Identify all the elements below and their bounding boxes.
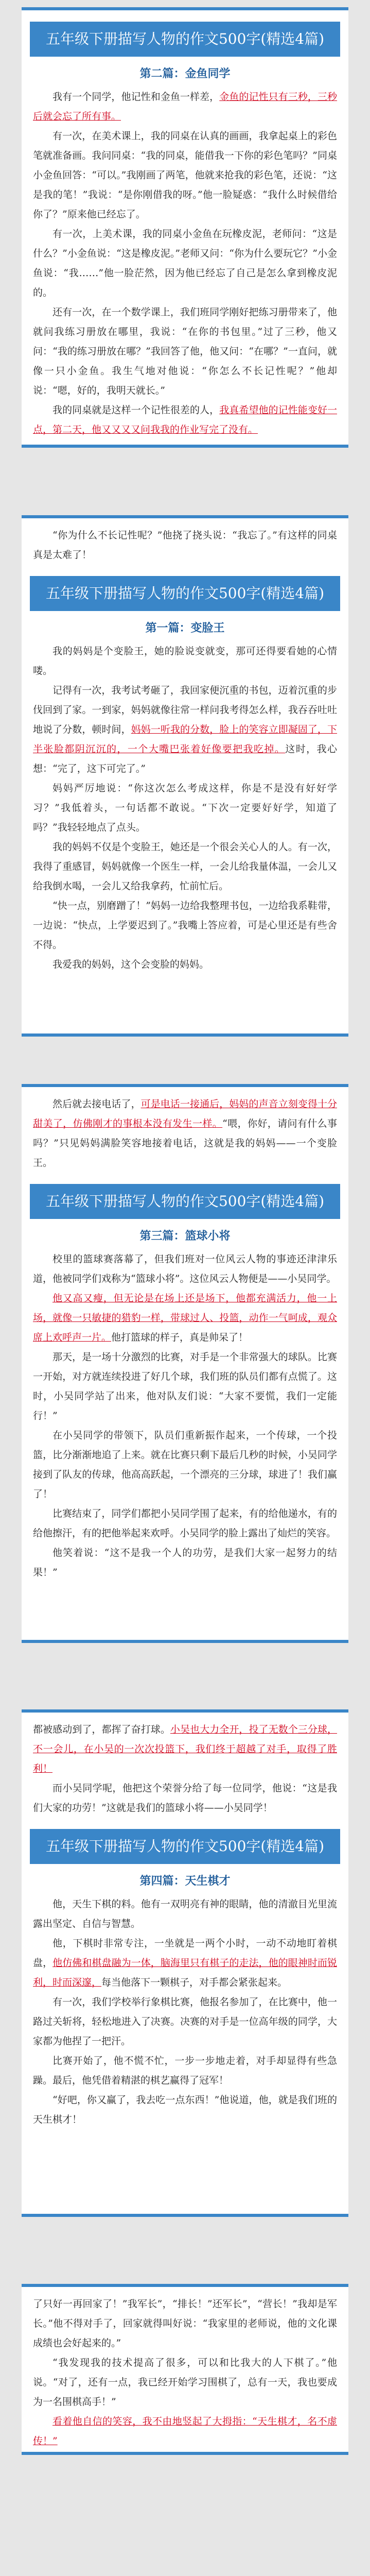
paragraph: 那天，是一场十分激烈的比赛，对手是一个非常强大的球队。比赛一开始，对方就连续投进了好几个球，我们班的队员们都有点慌了。这时，小吴同学站了出来，他对队友们说：“大家不要慌，我们一定能行！” bbox=[33, 1351, 337, 1421]
highlight-text: 他仿佛和棋盘融为一体，脑海里只有棋子的走法，他的眼神时而锐利，时而深邃， bbox=[33, 1957, 337, 1988]
paragraph: 都被感动到了，都挥了奋打球。小吴也大力全开，投了无数个三分球，不一会儿，在小吴的一次次投篮下，我们终于超越了对手，取得了胜利！ bbox=[33, 1724, 337, 1774]
paragraph: 我的妈妈不仅是个变脸王，她还是一个很会关心人的人。有一次，我得了重感冒，妈妈就像一个医生一样，一会儿给我量体温，一会儿又给我倒水喝，一会儿又给我拿药，忙前忙后。 bbox=[33, 841, 337, 892]
article-card-2 bbox=[22, 515, 348, 1037]
paragraph: “你为什么不长记性呢？”他挠了挠头说：“我忘了。”有这样的同桌真是太难了！ bbox=[33, 530, 337, 561]
paragraph: 他，天生下棋的料。他有一双明亮有神的眼睛，他的清澈目光里流露出坚定、自信与智慧。 bbox=[33, 1899, 337, 1929]
section-title: 第一篇：变脸王 bbox=[145, 622, 225, 635]
highlight-text: 妈妈一听我的分数，脸上的笑容立即凝固了，下半张脸都阴沉沉的，一个大嘴巴张着好像要把我吃掉。 bbox=[33, 724, 337, 755]
section-title: 第三篇：篮球小将 bbox=[139, 1230, 231, 1243]
paragraph: 他又高又瘦，但无论是在场上还是场下，他都充满活力，他一上场，就像一只敏捷的猎豹一样，带球过人、投篮，动作一气呵成，观众席上欢呼声一片。他打篮球的样子，真是帅呆了！ bbox=[33, 1293, 337, 1343]
paragraph: 妈妈严厉地说：“你这次怎么考成这样，你是不是没有好好学习？”我低着头，一句话都不敢说。“下次一定要好好学，知道了吗？”我轻轻地点了点头。 bbox=[33, 783, 337, 833]
article-banner: 五年级下册描写人物的作文500字(精选4篇) bbox=[30, 1829, 340, 1864]
paragraph: 我有一个同学，他记性和金鱼一样差，金鱼的记性只有三秒，三秒后就会忘了所有事。 bbox=[33, 91, 337, 122]
paragraph: 校里的篮球赛落幕了，但我们班对一位风云人物的事迹还津津乐道，他被同学们戏称为“篮球小将”。这位风云人物便是——小吴同学。 bbox=[33, 1253, 337, 1284]
paragraph: 还有一次，在一个数学课上，我们班同学刚好把练习册带来了，他就问我练习册放在哪里，我说：“在你的书包里。”过了三秒，他又问：“我的练习册放在哪？”我回答了他，他又问：“在哪？”一直问，就像一只小金鱼。我生气地对他说：“你怎么不长记性呢？”他却说：“嗯，好的，我明天就长。” bbox=[33, 307, 337, 396]
paragraph: 记得有一次，我考试考砸了，我回家便沉重的书包，迈着沉重的步伐回到了家。一到家，妈妈就像往常一样问我考得怎么样，我吞吞吐吐地说了分数，顿时间，妈妈一听我的分数，脸上的笑容立即凝固了，下半张脸都阴沉沉的，一个大嘴巴张着好像要把我吃掉。这时，我心想：“完了，这下可完了。” bbox=[33, 685, 337, 774]
paragraph: 有一次，在美术课上，我的同桌在认真的画画，我拿起桌上的彩色笔就准备画。我问同桌：“我的同桌，能借我一下你的彩色笔吗？”同桌小金鱼回答：“可以。”我刚画了两笔，他就来抢我的彩色笔，还说：“这是我的笔！”我说：“是你刚借我的呀。”他一脸疑惑：“我什么时候借给你了？”原来他已经忘了。 bbox=[33, 130, 337, 220]
article-banner: 五年级下册描写人物的作文500字(精选4篇) bbox=[30, 576, 340, 611]
highlight-text: 看着他自信的笑容，我不由地竖起了大拇指：“天生棋才，名不虚传！” bbox=[33, 2416, 337, 2447]
highlight-text: 我真希望他的记性能变好一点，第二天，他又又又又问我我的作业写完了没有。 bbox=[33, 404, 337, 435]
article-banner: 五年级下册描写人物的作文500字(精选4篇) bbox=[30, 22, 340, 57]
article-card-4 bbox=[22, 1709, 348, 2217]
paragraph: 在小吴同学的带领下，队员们重新振作起来，一个传球，一个投篮，比分渐渐地追了上来。就在比赛只剩下最后几秒的时候，小吴同学接到了队友的传球，他高高跃起，一个漂亮的三分球，球进了！我们赢了！ bbox=[33, 1430, 337, 1500]
paragraph: 然后就去接电话了，可是电话一接通后，妈妈的声音立刻变得十分甜美了，仿佛刚才的事根本没有发生一样。“喂，你好，请问有什么事吗？”只见妈妈满脸笑容地接着电话，这就是我的妈妈——一个变脸王。 bbox=[33, 1098, 337, 1168]
paragraph: 比赛开始了，他不慌不忙，一步一步地走着，对手却显得有些急躁。最后，他凭借着精湛的棋艺赢得了冠军！ bbox=[33, 2055, 337, 2086]
article-banner: 五年级下册描写人物的作文500字(精选4篇) bbox=[30, 1184, 340, 1219]
article-card-1 bbox=[22, 7, 348, 448]
paragraph: 他，下棋时非常专注，一坐就是一两个小时，一动不动地盯着棋盘，他仿佛和棋盘融为一体，脑海里只有棋子的走法，他的眼神时而锐利，时而深邃，每当他落下一颗棋子，对手都会紧张起来。 bbox=[33, 1938, 337, 1988]
highlight-text: 他又高又瘦，但无论是在场上还是场下，他都充满活力，他一上场，就像一只敏捷的猎豹一样，带球过人、投篮，动作一气呵成，观众席上欢呼声一片。 bbox=[33, 1293, 337, 1343]
paragraph: 了只好一再回家了！”我军长”，“排长！”还军长”，“营长！”我却是军长。”他不得对手了，回家就得叫好说：“我家里的老师说，他的文化课成绩也会好起来的。” bbox=[33, 2298, 337, 2349]
article-card-5 bbox=[22, 2284, 348, 2455]
paragraph: 我的同桌就是这样一个记性很差的人，我真希望他的记性能变好一点，第二天，他又又又又问我我的作业写完了没有。 bbox=[33, 404, 337, 435]
paragraph: 而小吴同学呢，他把这个荣誉分给了每一位同学，他说：“这是我们大家的功劳！”这就是我们的篮球小将——小吴同学！ bbox=[33, 1783, 337, 1814]
paragraph: 我的妈妈是个变脸王，她的脸说变就变，那可还得要看她的心情喽。 bbox=[33, 646, 337, 676]
paragraph: “我发现我的技术提高了很多，可以和比我大的人下棋了。”他说。“对了，还有一点，我已经开始学习围棋了，总有一天，我也要成为一名围棋高手！” bbox=[33, 2357, 337, 2408]
highlight-text: 小吴也大力全开，投了无数个三分球，不一会儿，在小吴的一次次投篮下，我们终于超越了对手，取得了胜利！ bbox=[33, 1724, 337, 1774]
paragraph: 我爱我的妈妈，这个会变脸的妈妈。 bbox=[52, 959, 209, 970]
paragraph: 有一次，我们学校举行象棋比赛，他报名参加了，在比赛中，他一路过关斩将，轻松地进入了决赛。决赛的对手是一位高年级的同学，大家都为他捏了一把汗。 bbox=[33, 1996, 337, 2047]
paragraph bbox=[33, 2412, 337, 2451]
paragraph: 有一次，上美术课，我的同桌小金鱼在玩橡皮泥，老师问：“这是什么？”小金鱼说：“这是橡皮泥。”老师又问：“你为什么要玩它？”小金鱼说：“我……”他一脸茫然，因为他已经忘了自己是怎么拿到橡皮泥的。 bbox=[33, 228, 337, 298]
paragraph: 比赛结束了，同学们都把小吴同学围了起来，有的给他递水，有的给他擦汗，有的把他举起来欢呼。小吴同学的脸上露出了灿烂的笑容。 bbox=[33, 1508, 337, 1539]
paragraph: “快一点，别磨蹭了！”妈妈一边给我整理书包，一边给我系鞋带，一边说：“快点，上学要迟到了。”我嘴上答应着，可是心里还是有些舍不得。 bbox=[33, 900, 337, 951]
article-card-3 bbox=[22, 1084, 348, 1643]
highlight-text: 可是电话一接通后，妈妈的声音立刻变得十分甜美了，仿佛刚才的事根本没有发生一样。 bbox=[33, 1098, 337, 1129]
section-title: 第二篇：金鱼同学 bbox=[139, 67, 231, 80]
paragraph: 他笑着说：“这不是我一个人的功劳，是我们大家一起努力的结果！” bbox=[33, 1547, 337, 1578]
paragraph: “好吧，你又赢了，我去吃一点东西！”他说道，他，就是我们班的天生棋才！ bbox=[33, 2094, 337, 2125]
section-title: 第四篇：天生棋才 bbox=[139, 1875, 231, 1888]
highlight-text: 金鱼的记性只有三秒，三秒后就会忘了所有事。 bbox=[33, 91, 337, 122]
